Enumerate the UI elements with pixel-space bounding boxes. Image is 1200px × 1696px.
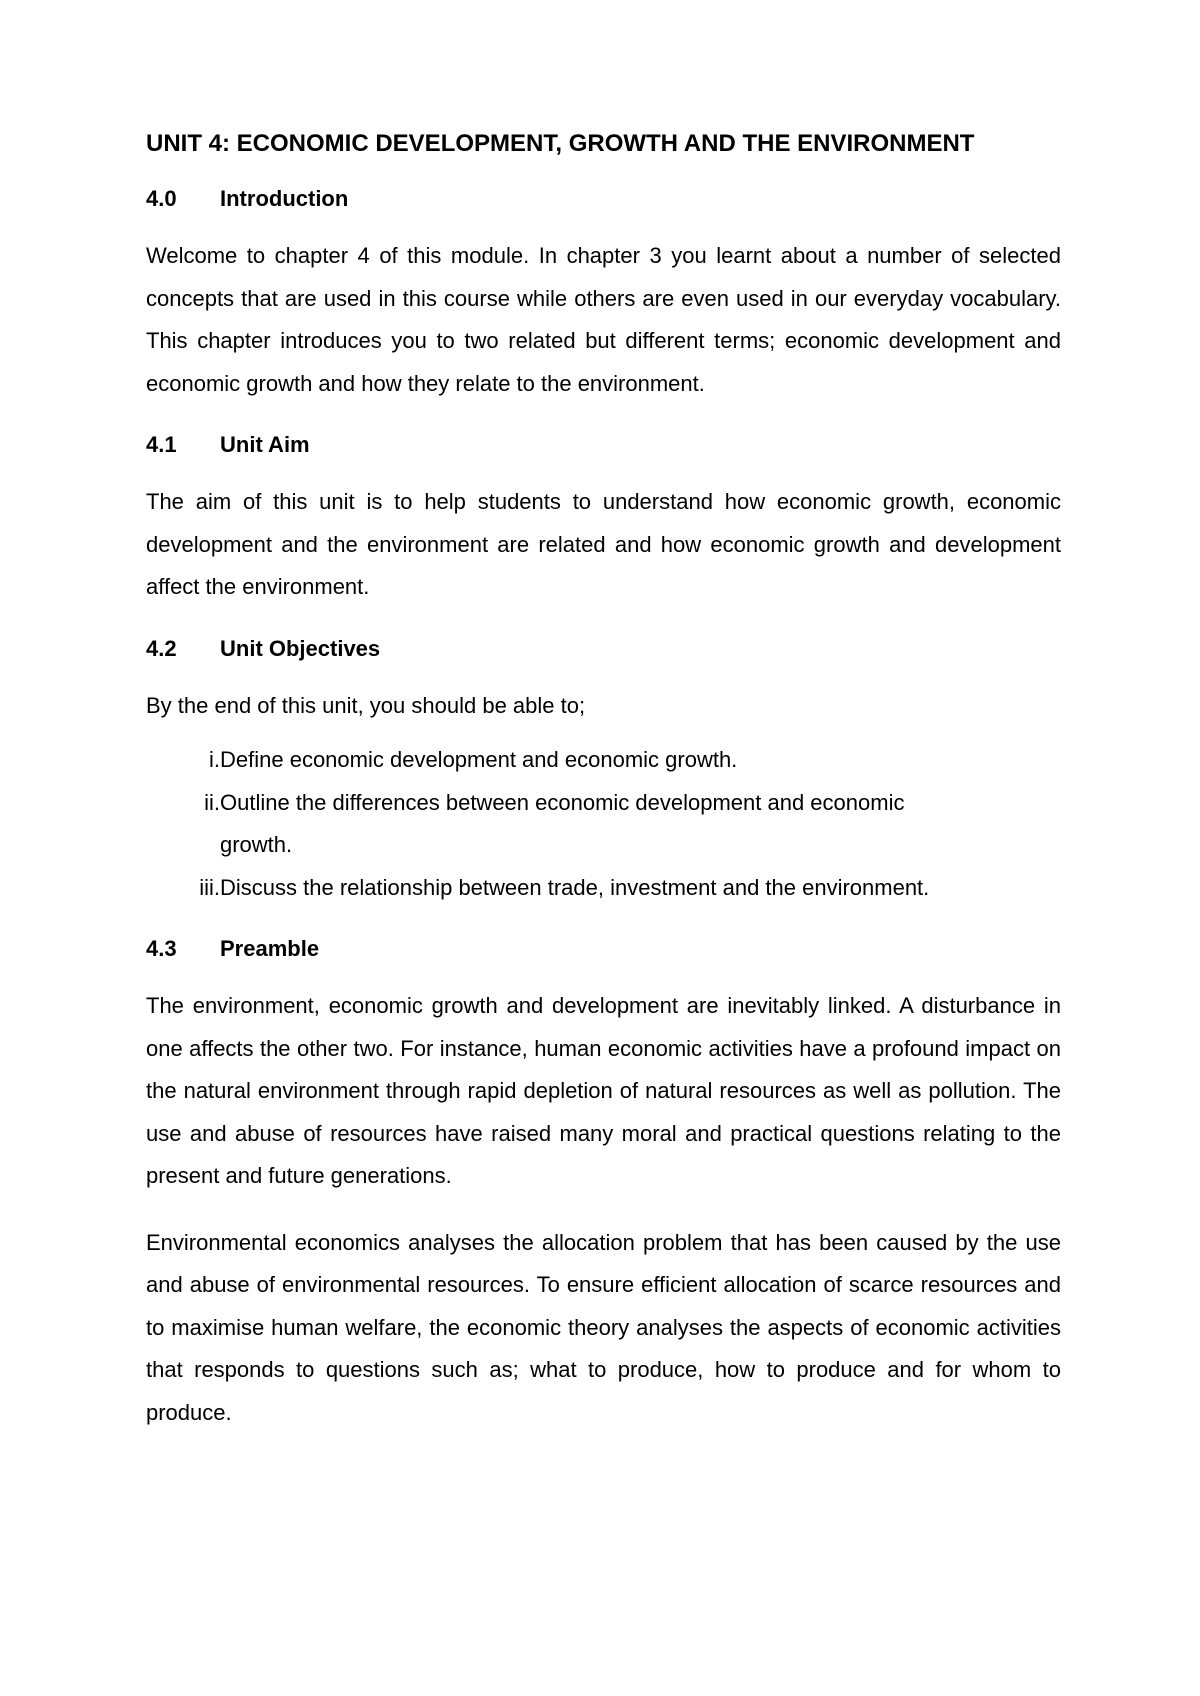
section-title: Unit Objectives <box>220 635 381 661</box>
list-marker: i. <box>209 747 220 772</box>
list-item-text: Discuss the relationship between trade, investment and the environment. <box>220 874 930 900</box>
section-number: 4.2 <box>146 635 177 661</box>
section-title: Preamble <box>220 936 320 961</box>
list-item <box>146 782 1061 867</box>
list-item <box>146 739 1061 782</box>
list-item <box>146 867 1061 910</box>
preamble-paragraph-1: The environment, economic growth and development are inevitably linked. A disturbance in one affects the other two. For instance, human economic activities have a profound impact on the natural environment through rapid depletion of natural resources as well as pollution. The use and abuse of resources have raised many moral and practical questions relating to the present and future generations. <box>146 993 1061 1188</box>
list-item-text: Outline the differences between economic development and economic growth. <box>220 789 905 857</box>
section-heading-unit-objectives <box>146 633 1061 665</box>
unit-aim-paragraph: The aim of this unit is to help students to understand how economic growth, economic development and the environment are related and how economic growth and development affect the environment. <box>146 489 1061 599</box>
list-item-text: Define economic development and economic growth. <box>220 747 738 772</box>
introduction-paragraph: Welcome to chapter 4 of this module. In chapter 3 you learnt about a number of selected concepts that are used in this course while others are even used in our everyday vocabulary. This chapter introduces you to two related but different terms; economic development and economic growth and how they relate to the environment. <box>146 243 1061 396</box>
section-title: Introduction <box>220 186 349 211</box>
document-page <box>146 128 1061 1434</box>
preamble-paragraph-2: Environmental economics analyses the allocation problem that has been caused by the use and abuse of environmental resources. To ensure efficient allocation of scarce resources and to maximise human welfare, the economic theory analyses the aspects of economic activities that responds to questions such as; what to produce, how to produce and for whom to produce. <box>146 1229 1061 1425</box>
section-heading-unit-aim <box>146 429 1061 461</box>
list-marker: ii. <box>204 789 220 815</box>
section-heading-introduction <box>146 183 1061 215</box>
section-number: 4.3 <box>146 936 177 961</box>
objectives-list <box>146 739 1061 909</box>
section-number: 4.1 <box>146 432 177 457</box>
section-title: Unit Aim <box>220 432 310 457</box>
unit-title: UNIT 4: ECONOMIC DEVELOPMENT, GROWTH AND THE ENVIRONMENT <box>146 130 975 157</box>
objectives-lead: By the end of this unit, you should be able to; <box>146 692 586 718</box>
list-marker: iii. <box>199 874 220 900</box>
section-number: 4.0 <box>146 186 177 211</box>
section-heading-preamble <box>146 933 1061 965</box>
